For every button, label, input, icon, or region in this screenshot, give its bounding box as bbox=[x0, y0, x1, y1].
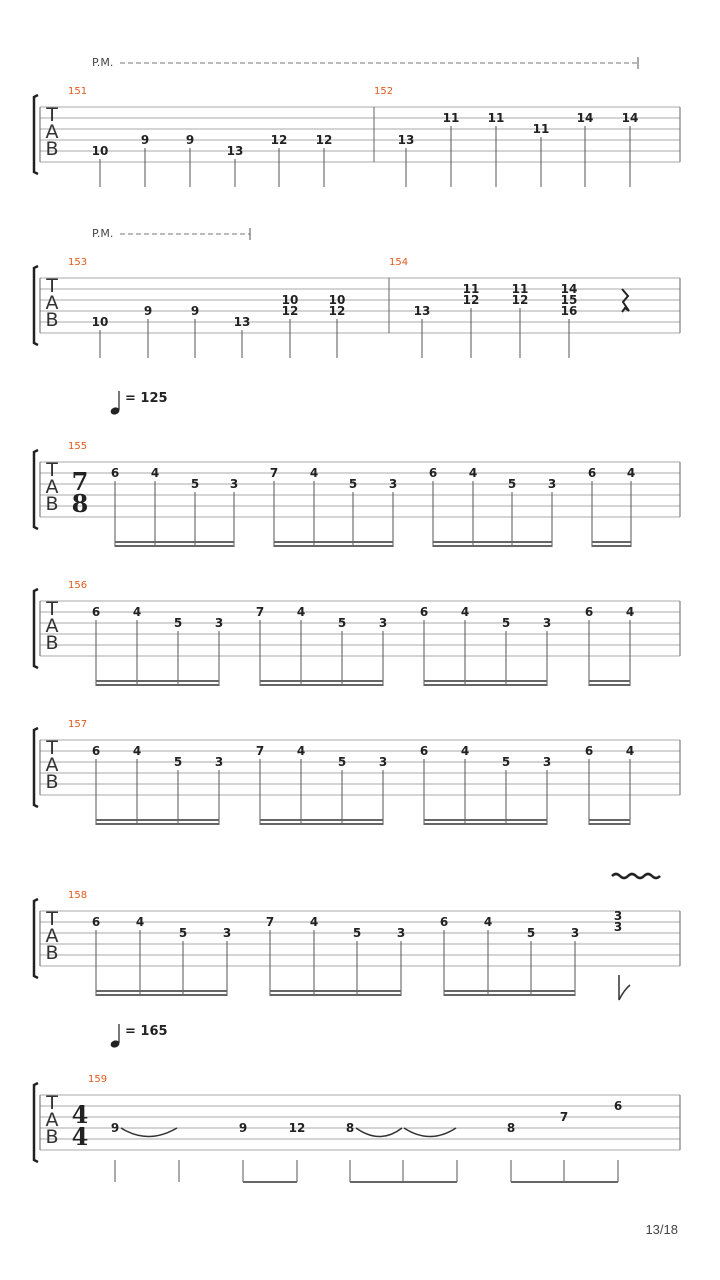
fret-number: 8 bbox=[506, 1121, 516, 1135]
tab-clef-letter: B bbox=[45, 1126, 59, 1148]
fret-number: 10 bbox=[281, 293, 299, 307]
fret-number: 5 bbox=[337, 755, 347, 769]
fret-number: 11 bbox=[442, 111, 460, 125]
note-beam bbox=[115, 545, 234, 547]
fret-number: 12 bbox=[462, 293, 480, 307]
vibrato-icon bbox=[612, 874, 660, 878]
note-beam bbox=[96, 990, 227, 992]
note-beam bbox=[96, 823, 219, 825]
tab-clef-letter: T bbox=[46, 598, 58, 620]
note-beam bbox=[270, 990, 401, 992]
tab-staff bbox=[34, 266, 680, 345]
tab-staff bbox=[34, 95, 680, 174]
fret-number: 9 bbox=[190, 304, 200, 318]
fret-number: 12 bbox=[281, 304, 299, 318]
fret-number: 12 bbox=[328, 304, 346, 318]
fret-number: 9 bbox=[185, 133, 195, 147]
staff-bracket bbox=[34, 589, 38, 668]
fret-number: 5 bbox=[178, 926, 188, 940]
fret-number: 13 bbox=[413, 304, 431, 318]
measure-number: 154 bbox=[389, 257, 409, 268]
fret-number: 14 bbox=[560, 282, 578, 296]
note-beam bbox=[115, 541, 234, 543]
time-sig-top: 4 bbox=[71, 1100, 89, 1129]
fret-number: 4 bbox=[483, 915, 493, 929]
fret-number: 3 bbox=[214, 755, 224, 769]
fret-number: 5 bbox=[348, 477, 358, 491]
time-sig-top: 7 bbox=[71, 467, 89, 496]
note-beam bbox=[433, 545, 552, 547]
fret-number: 5 bbox=[190, 477, 200, 491]
fret-number: 3 bbox=[378, 616, 388, 630]
fret-number: 5 bbox=[337, 616, 347, 630]
fret-number: 7 bbox=[269, 466, 279, 480]
note-beam bbox=[260, 680, 383, 682]
note-beam bbox=[589, 823, 630, 825]
tab-clef-letter: B bbox=[45, 138, 59, 160]
tab-clef-letter: A bbox=[45, 476, 59, 498]
fret-number: 6 bbox=[584, 744, 594, 758]
tab-clef-letter: T bbox=[46, 737, 58, 759]
time-sig-bottom: 8 bbox=[71, 489, 89, 518]
fret-number: 6 bbox=[110, 466, 120, 480]
fret-number: 4 bbox=[460, 744, 470, 758]
tab-clef-letter: B bbox=[45, 632, 59, 654]
measure-number: 156 bbox=[68, 580, 88, 591]
tie bbox=[121, 1128, 177, 1137]
fret-number: 4 bbox=[309, 915, 319, 929]
fret-number: 5 bbox=[526, 926, 536, 940]
fret-number: 4 bbox=[132, 605, 142, 619]
fret-number: 3 bbox=[542, 755, 552, 769]
staff-bracket bbox=[34, 450, 38, 529]
fret-number: 5 bbox=[501, 616, 511, 630]
tab-staff bbox=[34, 728, 680, 807]
fret-number: 10 bbox=[91, 144, 109, 158]
fret-number: 6 bbox=[587, 466, 597, 480]
fret-number: 4 bbox=[132, 744, 142, 758]
grace-flag bbox=[619, 975, 630, 1000]
fret-number: 13 bbox=[397, 133, 415, 147]
fret-number: 10 bbox=[91, 315, 109, 329]
fret-number: 15 bbox=[560, 293, 578, 307]
palm-mute-label: P.M. bbox=[92, 56, 114, 69]
fret-number: 7 bbox=[255, 744, 265, 758]
note-beam bbox=[424, 680, 547, 682]
fret-number: 14 bbox=[621, 111, 639, 125]
note-beam bbox=[270, 994, 401, 996]
fret-number: 9 bbox=[140, 133, 150, 147]
measure-number: 153 bbox=[68, 257, 88, 268]
fret-number: 3 bbox=[214, 616, 224, 630]
fret-number: 4 bbox=[150, 466, 160, 480]
measure-number: 158 bbox=[68, 890, 88, 901]
tab-clef-letter: A bbox=[45, 121, 59, 143]
fret-number: 6 bbox=[419, 744, 429, 758]
tie bbox=[404, 1128, 456, 1137]
note-beam bbox=[424, 819, 547, 821]
tab-clef-letter: B bbox=[45, 771, 59, 793]
fret-number: 16 bbox=[560, 304, 578, 318]
fret-number: 14 bbox=[576, 111, 594, 125]
note-beam bbox=[511, 1181, 618, 1183]
fret-number: 4 bbox=[460, 605, 470, 619]
tab-clef-letter: A bbox=[45, 615, 59, 637]
tempo-mark: = 165 bbox=[125, 1024, 168, 1039]
fret-number: 4 bbox=[135, 915, 145, 929]
fret-number: 13 bbox=[233, 315, 251, 329]
fret-number: 6 bbox=[91, 915, 101, 929]
fret-number: 9 bbox=[143, 304, 153, 318]
fret-number: 6 bbox=[419, 605, 429, 619]
note-beam bbox=[424, 684, 547, 686]
tab-clef-letter: T bbox=[46, 459, 58, 481]
note-beam bbox=[350, 1181, 457, 1183]
tab-clef-letter: B bbox=[45, 493, 59, 515]
note-beam bbox=[274, 545, 393, 547]
fret-number: 9 bbox=[110, 1121, 120, 1135]
time-sig-bottom: 4 bbox=[71, 1122, 89, 1151]
note-beam bbox=[96, 684, 219, 686]
fret-number: 11 bbox=[462, 282, 480, 296]
note-beam bbox=[433, 541, 552, 543]
fret-number: 9 bbox=[238, 1121, 248, 1135]
fret-number: 4 bbox=[625, 744, 635, 758]
note-beam bbox=[444, 990, 575, 992]
note-beam bbox=[96, 819, 219, 821]
fret-number: 4 bbox=[625, 605, 635, 619]
fret-number: 6 bbox=[428, 466, 438, 480]
note-beam bbox=[260, 819, 383, 821]
note-beam bbox=[589, 680, 630, 682]
tab-clef-letter: T bbox=[46, 275, 58, 297]
palm-mute-label: P.M. bbox=[92, 227, 114, 240]
fret-number: 6 bbox=[584, 605, 594, 619]
note-beam bbox=[589, 819, 630, 821]
fret-number: 3 bbox=[570, 926, 580, 940]
fret-number: 4 bbox=[309, 466, 319, 480]
fret-number: 5 bbox=[173, 616, 183, 630]
note-beam bbox=[96, 994, 227, 996]
tab-clef-letter: T bbox=[46, 908, 58, 930]
fret-number: 12 bbox=[270, 133, 288, 147]
fret-number: 3 bbox=[222, 926, 232, 940]
tab-clef-letter: A bbox=[45, 292, 59, 314]
staff-bracket bbox=[34, 266, 38, 345]
note-beam bbox=[592, 545, 631, 547]
tab-clef-letter: A bbox=[45, 754, 59, 776]
staff-bracket bbox=[34, 728, 38, 807]
fret-number: 3 bbox=[613, 920, 623, 934]
note-beam bbox=[260, 823, 383, 825]
fret-number: 3 bbox=[547, 477, 557, 491]
fret-number: 3 bbox=[378, 755, 388, 769]
note-beam bbox=[592, 541, 631, 543]
fret-number: 12 bbox=[511, 293, 529, 307]
fret-number: 6 bbox=[613, 1099, 623, 1113]
fret-number: 8 bbox=[345, 1121, 355, 1135]
tie bbox=[356, 1128, 402, 1137]
fret-number: 7 bbox=[265, 915, 275, 929]
tab-staff bbox=[34, 1083, 680, 1162]
note-beam bbox=[274, 541, 393, 543]
fret-number: 3 bbox=[388, 477, 398, 491]
note-beam bbox=[444, 994, 575, 996]
fret-number: 7 bbox=[255, 605, 265, 619]
measure-number: 152 bbox=[374, 86, 394, 97]
fret-number: 3 bbox=[396, 926, 406, 940]
tab-clef-letter: A bbox=[45, 1109, 59, 1131]
fret-number: 12 bbox=[315, 133, 333, 147]
fret-number: 3 bbox=[542, 616, 552, 630]
fret-number: 7 bbox=[559, 1110, 569, 1124]
fret-number: 12 bbox=[288, 1121, 306, 1135]
fret-number: 5 bbox=[352, 926, 362, 940]
fret-number: 11 bbox=[511, 282, 529, 296]
fret-number: 13 bbox=[226, 144, 244, 158]
staff-bracket bbox=[34, 1083, 38, 1162]
fret-number: 11 bbox=[532, 122, 550, 136]
measure-number: 159 bbox=[88, 1074, 108, 1085]
staff-bracket bbox=[34, 899, 38, 978]
note-beam bbox=[243, 1181, 297, 1183]
tab-clef-letter: B bbox=[45, 309, 59, 331]
fret-number: 4 bbox=[626, 466, 636, 480]
note-beam bbox=[260, 684, 383, 686]
fret-number: 3 bbox=[229, 477, 239, 491]
tab-clef-letter: A bbox=[45, 925, 59, 947]
fret-number: 6 bbox=[439, 915, 449, 929]
staff-bracket bbox=[34, 95, 38, 174]
tab-clef-letter: B bbox=[45, 942, 59, 964]
measure-number: 157 bbox=[68, 719, 88, 730]
fret-number: 4 bbox=[296, 605, 306, 619]
fret-number: 11 bbox=[487, 111, 505, 125]
fret-number: 6 bbox=[91, 744, 101, 758]
fret-number: 5 bbox=[173, 755, 183, 769]
note-beam bbox=[589, 684, 630, 686]
page-number: 13/18 bbox=[645, 1222, 678, 1237]
fret-number: 5 bbox=[507, 477, 517, 491]
tab-clef-letter: T bbox=[46, 104, 58, 126]
fret-number: 10 bbox=[328, 293, 346, 307]
note-beam bbox=[424, 823, 547, 825]
tempo-mark: = 125 bbox=[125, 391, 168, 406]
tab-staff bbox=[34, 589, 680, 668]
fret-number: 4 bbox=[468, 466, 478, 480]
fret-number: 6 bbox=[91, 605, 101, 619]
measure-number: 151 bbox=[68, 86, 88, 97]
fret-number: 3 bbox=[613, 909, 623, 923]
fret-number: 5 bbox=[501, 755, 511, 769]
fret-number: 4 bbox=[296, 744, 306, 758]
tab-clef-letter: T bbox=[46, 1092, 58, 1114]
measure-number: 155 bbox=[68, 441, 88, 452]
note-beam bbox=[96, 680, 219, 682]
